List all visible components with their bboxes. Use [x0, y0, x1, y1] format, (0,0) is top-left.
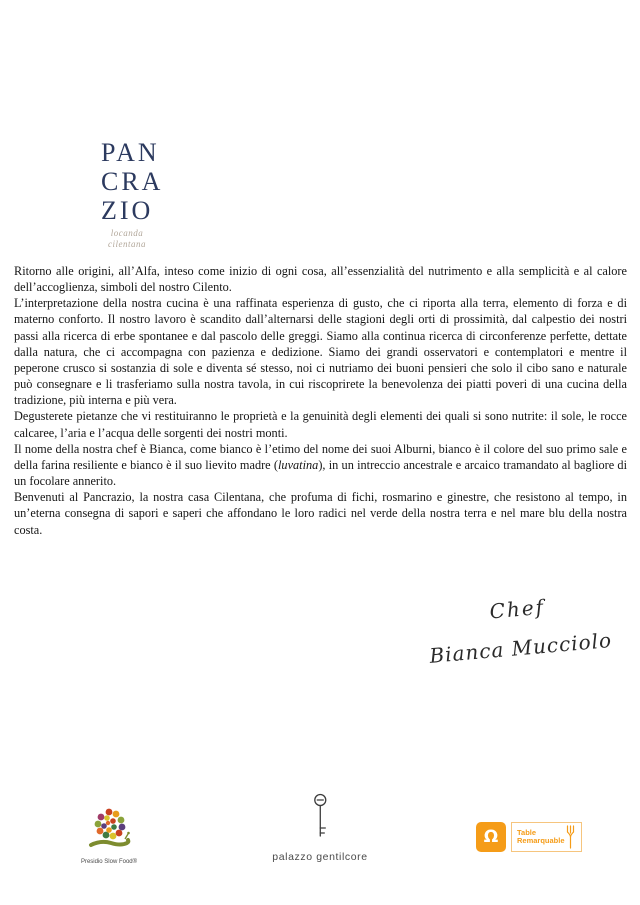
chef-signature	[412, 588, 627, 669]
logo-subtitle-line-1: locanda	[110, 228, 144, 238]
paragraph-pietanze: Degusterete pietanze che vi restituiranno le proprietà e la genuinità degli elementi dei quali si sono nutrite: il sole, le rocce calcaree, l’aria e l’acqua delle sorgenti dei nostri monti.	[14, 409, 627, 440]
restaurant-logo	[101, 138, 164, 250]
logo-line-1: PAN	[101, 138, 160, 167]
logo-subtitle-line-2: cilentana	[108, 239, 146, 249]
palazzo-gentilcore-label: palazzo gentilcore	[272, 851, 368, 863]
signature-title: Chef	[488, 594, 546, 624]
logo-line-3: ZIO	[101, 196, 154, 225]
table-remarquable-box	[511, 822, 582, 852]
palazzo-gentilcore-badge	[272, 792, 367, 863]
logo-line-2: CRA	[101, 167, 164, 196]
slow-food-badge	[80, 806, 138, 865]
paragraph-bianca	[14, 441, 627, 489]
paragraph-cucina: L’interpretazione della nostra cucina è una raffinata esperienza di gusto, che ci riporta alla terra, elemento di forza e di materno conforto. Il nostro lavoro è scandito dall’alternarsi delle stagioni degli orti di prossimità, dal calpestio dei nostri passi alla ricerca di erbe spontanee e dal pascolo delle greggi. Siamo alla continua ricerca di circonferenze perfette, dettate dalla natura, che ci accompagna con pazienza e dedizione. Siamo dei grandi osservatori e contemplatori e mentre il peperone crusco si sostanzia di sole e diventa sé stesso, noi ci nutriamo dei buoni pensieri che solo il cibo sano e naturale può consegnare e li trasferiamo sulla nostra tavola, in cui riscoprirete la benevolenza dei piatti poveri di una cucina della tradizione, più interna e più vera.	[14, 296, 627, 408]
logo-subtitle	[101, 228, 153, 250]
college-culinaire-icon	[476, 822, 506, 852]
paragraph-bianca-after: ), in un intreccio ancestrale e arcaico tramandato al bagliore di un focolare annerito.	[14, 457, 628, 489]
omega-glyph: Ω	[483, 827, 499, 847]
table-remarquable-badge	[476, 822, 582, 852]
slow-food-label: Presidio Slow Food®	[80, 859, 138, 865]
table-remarquable-label: Table Remarquable	[517, 827, 565, 845]
fork-icon	[565, 825, 576, 849]
signature-name: Bianca Mucciolo	[428, 627, 613, 668]
slow-food-snail-icon	[87, 806, 131, 852]
paragraph-origins: Ritorno alle origini, all’Alfa, inteso come inizio di ogni cosa, all’essenzialità del nutrimento e alla semplicità e al calore dell’accoglienza, simboli del nostro Cilento.	[14, 264, 627, 295]
key-icon	[309, 792, 331, 842]
paragraph-benvenuti: Benvenuti al Pancrazio, la nostra casa Cilentana, che profuma di fichi, rosmarino e ginestre, che resistono al tempo, in un’eterna consegna di sapori e saperi che affondano le loro radici nel verde della nostra terra e nel mare blu della nostra costa.	[14, 490, 627, 537]
paragraph-bianca-before: Il nome della nostra chef è Bianca, come bianco è l’etimo del nome dei suoi Alburni, bianco è il colore del suo primo sale e della farina resiliente e bianco è il suo lievito madre (	[14, 441, 627, 472]
intro-text	[14, 263, 627, 538]
luvatina-italic-word: luvatina	[278, 457, 319, 472]
